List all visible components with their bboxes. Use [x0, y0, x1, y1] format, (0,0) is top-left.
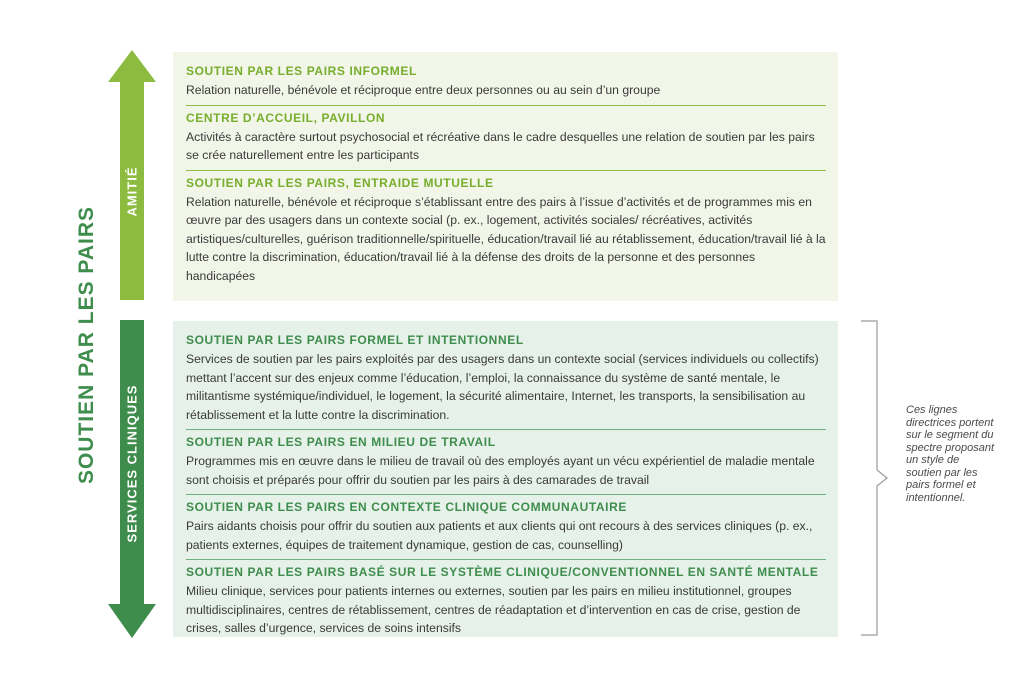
arrow-head-down: [108, 604, 156, 638]
clinical-services-panel: [173, 321, 838, 637]
list-item: [186, 105, 826, 170]
friendship-panel: [173, 52, 838, 301]
item-title: SOUTIEN PAR LES PAIRS BASÉ SUR LE SYSTÈME CLINIQUE/CONVENTIONNEL EN SANTÉ MENTALE: [186, 565, 819, 579]
item-description: Milieu clinique, services pour patients internes ou externes, soutien par les pairs en milieu institutionnel, groupes multidisciplinaires, centres de rétablissement, centres de réadaptation et d’intervention en cas de crise, gestion de crises, salles d’urgence, services de soins intensifs: [186, 584, 801, 635]
list-item: [186, 494, 826, 559]
item-title: CENTRE D’ACCUEIL, PAVILLON: [186, 110, 386, 125]
bracket: [855, 320, 895, 640]
item-title: SOUTIEN PAR LES PAIRS FORMEL ET INTENTIONNEL: [186, 333, 524, 347]
item-title: SOUTIEN PAR LES PAIRS EN MILIEU DE TRAVAIL: [186, 435, 496, 449]
item-description: Activités à caractère surtout psychosocial et récréative dans le cadre desquelles une relation de soutien par les pairs se crée naturellement entre les participants: [186, 129, 815, 162]
item-description: Programmes mis en œuvre dans le milieu de travail où des employés ayant un vécu expérientiel de maladie mentale sont choisis et préparés pour offrir du soutien par les pairs à des camarades de travail: [186, 454, 815, 487]
arrow-head-up: [108, 50, 156, 84]
arrow-label-friendship: [120, 82, 144, 300]
list-item: [186, 559, 826, 643]
arrow-label-clinical: [120, 320, 144, 606]
list-item: [186, 429, 826, 494]
item-description: Services de soutien par les pairs exploités par des usagers dans un contexte social (services individuels ou collectifs) mettant l’accent sur des enjeux comme l’éducation, l’emploi, la connaissance du système de santé mentale, le militantisme systémique/individuel, le logement, la sécurité alimentaire, Internet, les transports, la sensibilisation au rétablissement et la lutte contre la discrimination.: [186, 352, 819, 422]
item-description: Relation naturelle, bénévole et réciproque s’établissant entre des pairs à l’issue d’activités et de programmes mis en œuvre par des usagers dans un contexte social (p. ex., logement, activités sociales/ récréatives, activités artistiques/culturelles, guérison traditionnelle/spirituelle, éducation/travail lié au rétablissement, éducation/travail lié à la lutte contre la discrimination, éducation/travail lié à la défense des droits de la personne et des personnes handicapées: [186, 194, 826, 283]
item-title: SOUTIEN PAR LES PAIRS EN CONTEXTE CLINIQUE COMMUNAUTAIRE: [186, 500, 627, 514]
item-title: SOUTIEN PAR LES PAIRS, ENTRAIDE MUTUELLE: [186, 175, 494, 190]
side-note: Ces lignes directrices portent sur le segment du spectre proposant un style de soutien par les pairs formel et intentionnel.: [906, 404, 995, 504]
item-title: SOUTIEN PAR LES PAIRS INFORMEL: [186, 64, 417, 78]
list-item: [186, 328, 826, 429]
vertical-title-text: SOUTIEN PAR LES PAIRS: [75, 205, 98, 485]
list-item: [186, 59, 826, 105]
item-description: Relation naturelle, bénévole et réciproque entre deux personnes ou au sein d’un groupe: [186, 83, 661, 97]
arrow-label-clinical-text: SERVICES CLINIQUES: [124, 384, 140, 542]
list-item: [186, 170, 826, 291]
arrow-label-friendship-text: AMITIÉ: [124, 165, 140, 217]
item-description: Pairs aidants choisis pour offrir du soutien aux patients et aux clients qui ont recours à des services cliniques (p. ex., patients externes, équipes de traitement dynamique, gestion de cas, counselling): [186, 519, 813, 552]
